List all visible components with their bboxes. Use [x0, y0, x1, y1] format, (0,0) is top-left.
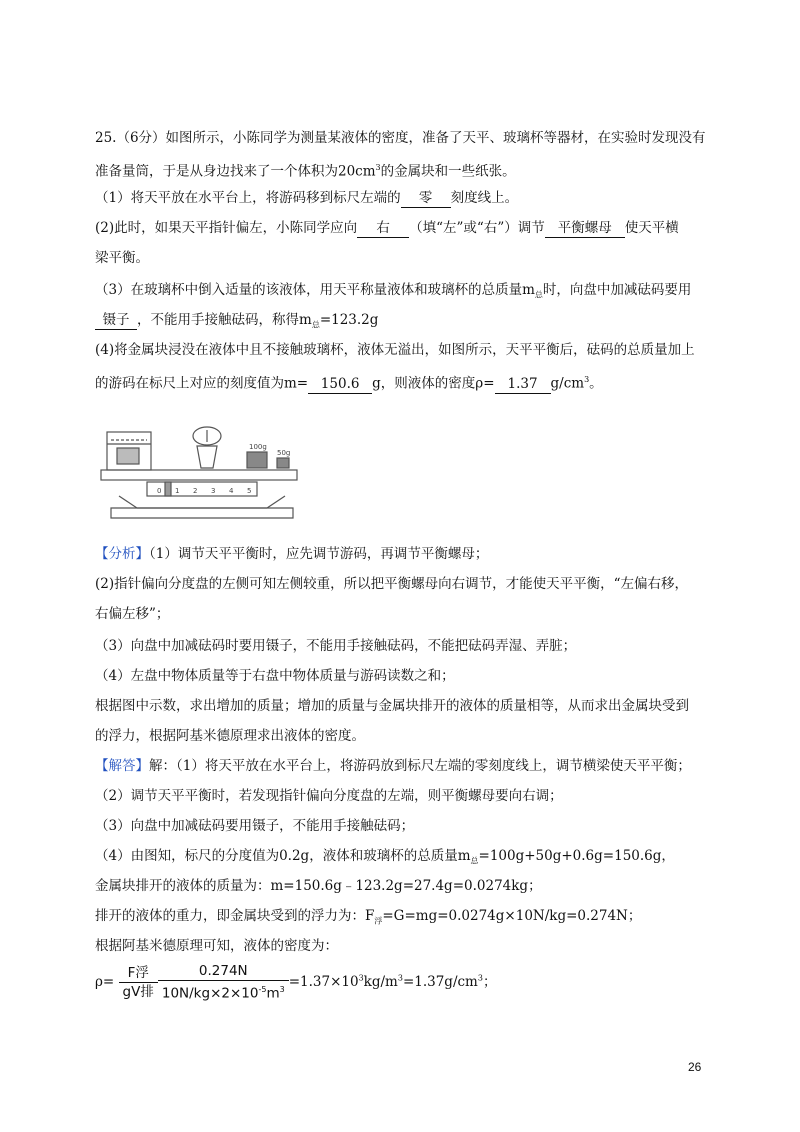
scale-tick: 3	[211, 487, 216, 495]
analysis-line-4: （3）向盘中加减砝码时要用镊子，不能用手接触砝码，不能把砝码弄湿、弄脏；	[95, 638, 577, 654]
solution-line-3: （3）向盘中加减砝码要用镊子，不能用手接触砝码；	[95, 818, 415, 834]
formula-fraction-2: $\frac{0.274N}{10N/kg\times 2\times 10^{-5}m^3}$	[158, 962, 289, 1003]
balance-figure	[97, 422, 302, 524]
question-part-1: （1）将天平放在水平台上，将游码移到标尺左端的 零 刻度线上。	[95, 190, 519, 206]
answer-blank-6: 1.37	[495, 376, 551, 394]
question-intro-line-1: 25.（6分）如图所示，小陈同学为测量某液体的密度，准备了天平、玻璃杯等器材，在实验时发现没有	[95, 130, 706, 146]
solution-line-7: 根据阿基米德原理可知，液体的密度为：	[95, 938, 338, 954]
solution-line-1: 【解答】解：（1）将天平放在水平台上，将游码放到标尺左端的零刻度线上，调节横梁使天平平衡；	[95, 758, 691, 774]
question-intro-line-2: 准备量筒，于是从身边找来了一个体积为$20cm^3$的金属块和一些纸张。	[95, 163, 516, 180]
solution-tag: 【解答】	[95, 758, 149, 774]
page-number: 26	[688, 1060, 702, 1074]
question-part-4-cont: 的游码在标尺上对应的刻度值为m= 150.6 g，则液体的密度ρ= 1.37 $g/cm^3$。	[95, 375, 603, 392]
question-part-3: （3）在玻璃杯中倒入适量的该液体，用天平称量液体和玻璃杯的总质量$m_总$时，向盘中加减砝码要用	[95, 282, 692, 300]
scale-tick: 1	[175, 487, 180, 495]
solution-line-5: 金属块排开的液体的质量为：m=150.6g﹣123.2g=27.4g=0.0274kg；	[95, 878, 542, 894]
answer-blank-3: 平衡螺母	[545, 220, 625, 238]
formula-fraction-1: $\frac{\text{F浮}}{\text{gV排}}$	[119, 964, 158, 1001]
analysis-line-3: 右偏左移”；	[95, 606, 170, 622]
rider-icon	[165, 482, 171, 496]
scale-tick: 4	[229, 487, 234, 495]
analysis-line-2: (2)指针偏向分度盘的左侧可知左侧较重，所以把平衡螺母向右调节，才能使天平平衡，“左偏右移，	[95, 576, 689, 592]
analysis-line-5: （4）左盘中物体质量等于右盘中物体质量与游码读数之和；	[95, 668, 455, 684]
answer-blank-5: 150.6	[308, 376, 372, 394]
question-part-4: (4)将金属块浸没在液体中且不接触玻璃杯，液体无溢出，如图所示，天平平衡后，砝码的总质量加上	[95, 342, 695, 358]
answer-blank-4: 镊子	[95, 312, 137, 330]
analysis-line-1: 【分析】（1）调节天平平衡时，应先调节游码，再调节平衡螺母；	[95, 546, 489, 562]
analysis-line-7: 的浮力，根据阿基米德原理求出液体的密度。	[95, 728, 365, 744]
weight-100g-icon	[247, 452, 267, 468]
question-part-2: (2)此时，如果天平指针偏左，小陈同学应向 右 （填“左”或“右”）调节 平衡螺母 使天平横	[95, 220, 679, 236]
analysis-tag: 【分析】	[95, 546, 149, 562]
answer-blank-2: 右	[357, 220, 409, 238]
analysis-line-6: 根据图中示数，求出增加的质量；增加的质量与金属块排开的液体的质量相等，从而求出金属块受到	[95, 698, 689, 714]
weight-label-100g: 100g	[249, 443, 267, 451]
scale-ruler	[147, 482, 257, 496]
solution-line-2: （2）调节天平平衡时，若发现指针偏向分度盘的左端，则平衡螺母要向右调；	[95, 788, 563, 804]
weight-label-50g: 50g	[277, 449, 291, 457]
question-part-3-cont: 镊子 ，不能用手接触砝码，称得$m_总=123.2g$	[95, 310, 378, 336]
solution-line-6: 排开的液体的重力，即金属块受到的浮力为：$F_浮=G=mg=0.0274g\times 10N/kg=0.274N$；	[95, 908, 642, 926]
scale-tick: 0	[157, 487, 162, 495]
solution-line-4: （4）由图知，标尺的分度值为0.2g，液体和玻璃杯的总质量$m_总=100g+50g+0.6g=150.6g$，	[95, 848, 675, 866]
answer-blank-1: 零	[401, 190, 451, 208]
weight-50g-icon	[277, 458, 289, 468]
question-part-2-cont: 梁平衡。	[95, 250, 149, 266]
scale-tick: 5	[247, 487, 252, 495]
density-formula: ρ= $\frac{\text{F浮}}{\text{gV排}}$ $\frac{0.274N}{10N/kg\times 2\times 10^{-5}m^3}$ $=1.37\times 10^3kg/m^3=1.37g/cm^3$；	[95, 963, 497, 1002]
scale-tick: 2	[193, 487, 198, 495]
